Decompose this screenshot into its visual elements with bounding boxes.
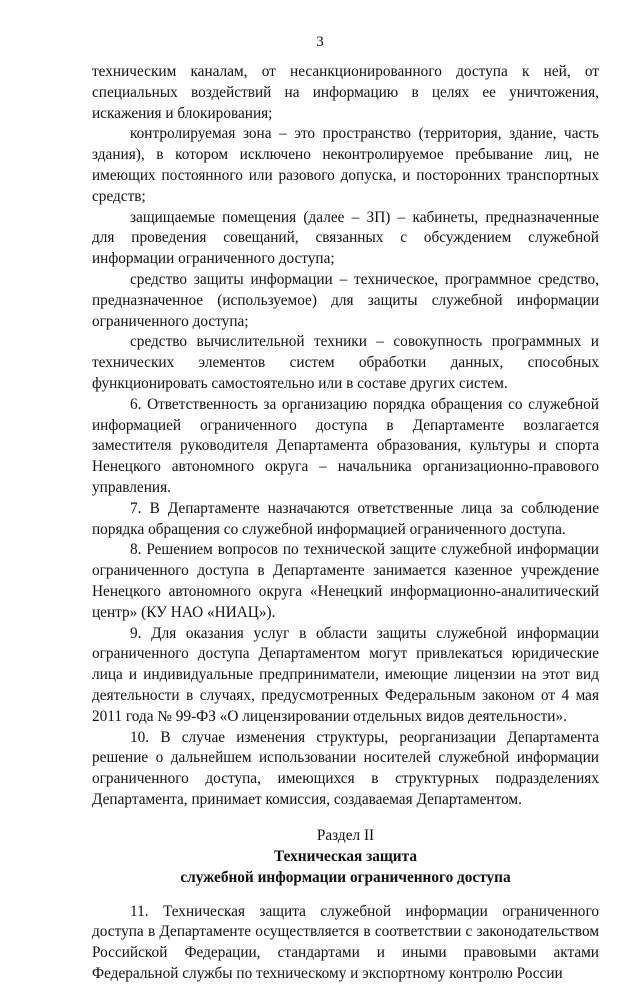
- paragraph: 7. В Департаменте назначаются ответственные лица за соблюдение порядка обращения со служебной информацией ограниченного доступа.: [92, 499, 599, 538]
- paragraph: 11. Техническая защита служебной информации ограниченного доступа в Департаменте осуществляется в соответствии с законодательством Российской Федерации, стандартами и иными правовыми актами Федеральной службы по техническому и экспортному контролю России: [92, 902, 599, 983]
- paragraph: 8. Решением вопросов по технической защите служебной информации ограниченного доступа в Департаменте занимается казенное учреждение Ненецкого автономного округа «Ненецкий информационно-аналитический центр» (КУ НАО «НИАЦ»).: [92, 541, 599, 621]
- paragraph: средство защиты информации – техническое, программное средство, предназначенное (используемое) для защиты служебной информации ограниченного доступа;: [92, 270, 599, 330]
- paragraph: 9. Для оказания услуг в области защиты служебной информации ограниченного доступа Департаментом могут привлекаться юридические лица и индивидуальные предприниматели, имеющие лицензии на этот вид деятельности в случаях, предусмотренных Федеральным законом от 4 мая 2011 года № 99-ФЗ «О лицензировании отдельных видов деятельности».: [92, 624, 599, 725]
- paragraph: контролируемая зона – это пространство (территория, здание, часть здания), в котором исключено неконтролируемое пребывание лиц, не имеющих постоянного или разового допуска, и посторонних транспортных средств;: [92, 125, 599, 205]
- paragraph: 10. В случае изменения структуры, реорганизации Департамента решение о дальнейшем использовании носителей служебной информации ограниченного доступа, имеющихся в структурных подразделениях Департамента, принимает комиссия, создаваемая Департаментом.: [92, 728, 599, 808]
- paragraphs-bottom: [92, 902, 599, 985]
- section-title-line2: служебной информации ограниченного доступа: [180, 868, 511, 886]
- paragraphs-top: [92, 62, 599, 811]
- page-number: 3: [316, 34, 324, 50]
- section-heading: [92, 825, 599, 888]
- section-number: Раздел II: [316, 826, 375, 844]
- paragraph: средство вычислительной техники – совокупность программных и технических элементов систем обработки данных, способных функционировать самостоятельно или в составе других систем.: [92, 333, 599, 392]
- paragraph: 6. Ответственность за организацию порядка обращения со служебной информацией ограниченного доступа в Департаменте возлагается заместителя руководителя Департамента образования, культуры и спорта Ненецкого автономного округа – начальника организационно-правового управления.: [92, 395, 599, 496]
- document-body: [92, 62, 599, 985]
- paragraph: защищаемые помещения (далее – ЗП) – кабинеты, предназначенные для проведения совещаний, связанных с обсуждением служебной информации ограниченного доступа;: [92, 208, 599, 268]
- paragraph: техническим каналам, от несанкционированного доступа к ней, от специальных воздействий на информацию в целях ее уничтожения, искажения и блокирования;: [92, 63, 599, 122]
- section-title-line1: Техническая защита: [274, 847, 417, 865]
